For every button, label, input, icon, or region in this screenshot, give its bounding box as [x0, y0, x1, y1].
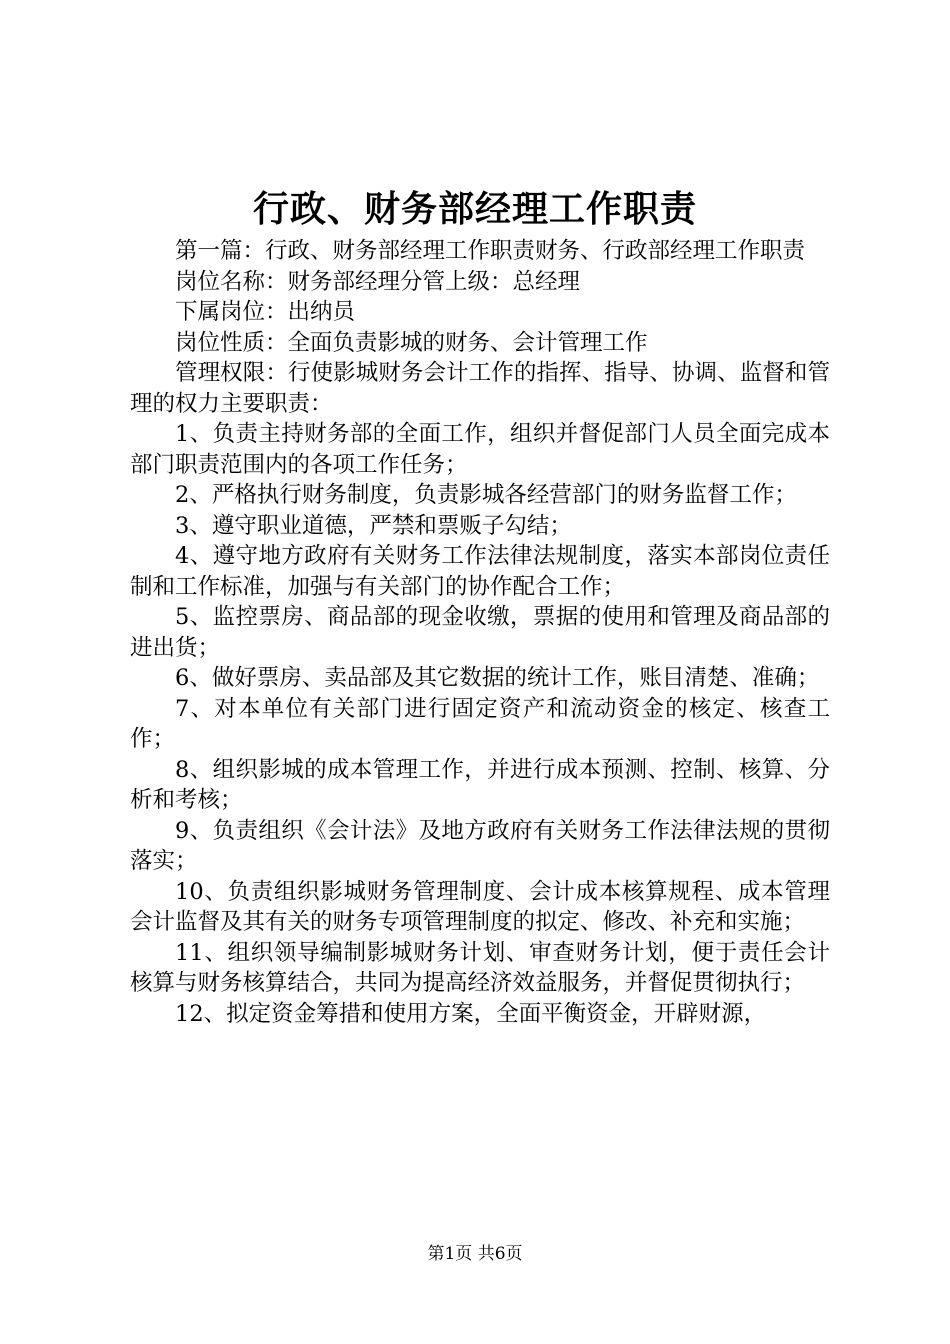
paragraph: 3、遵守职业道德，严禁和票贩子勾结； [175, 512, 572, 539]
paragraph: 8、组织影城的成本管理工作，并进行成本预测、控制、核算、分析和考核； [130, 756, 830, 813]
document-body [130, 236, 830, 1029]
paragraph: 1、负责主持财务部的全面工作，组织并督促部门人员全面完成本部门职责范围内的各项工作任务； [130, 421, 830, 478]
paragraph: 岗位名称：财务部经理分管上级：总经理 [175, 268, 581, 295]
paragraph: 第一篇：行政、财务部经理工作职责财务、行政部经理工作职责 [175, 238, 806, 264]
page-number-footer: 第1页 共6页 [427, 1244, 523, 1264]
paragraph: 6、做好票房、卖品部及其它数据的统计工作，账目清楚、准确； [175, 665, 820, 691]
paragraph: 10、负责组织影城财务管理制度、会计成本核算规程、成本管理会计监督及其有关的财务专项管理制度的拟定、修改、补充和实施； [130, 878, 830, 935]
document-title: 行政、财务部经理工作职责 [252, 188, 697, 230]
paragraph: 12、拟定资金筹措和使用方案，全面平衡资金，开辟财源， [175, 1000, 767, 1027]
paragraph: 9、负责组织《会计法》及地方政府有关财务工作法律法规的贯彻落实； [130, 817, 830, 874]
paragraph: 管理权限：行使影城财务会计工作的指挥、指导、协调、监督和管理的权力主要职责： [130, 360, 830, 417]
paragraph: 4、遵守地方政府有关财务工作法律法规制度，落实本部岗位责任制和工作标准，加强与有关部门的协作配合工作； [130, 543, 830, 600]
paragraph: 11、组织领导编制影城财务计划、审查财务计划，便于责任会计核算与财务核算结合，共同为提高经济效益服务，并督促贯彻执行； [130, 939, 830, 996]
paragraph: 下属岗位：出纳员 [175, 299, 356, 325]
paragraph: 5、监控票房、商品部的现金收缴，票据的使用和管理及商品部的进出货； [130, 604, 830, 661]
paragraph: 岗位性质：全面负责影城的财务、会计管理工作 [175, 329, 648, 356]
paragraph: 2、严格执行财务制度，负责影城各经营部门的财务监督工作； [175, 482, 797, 508]
paragraph: 7、对本单位有关部门进行固定资产和流动资金的核定、核查工作； [130, 695, 830, 752]
